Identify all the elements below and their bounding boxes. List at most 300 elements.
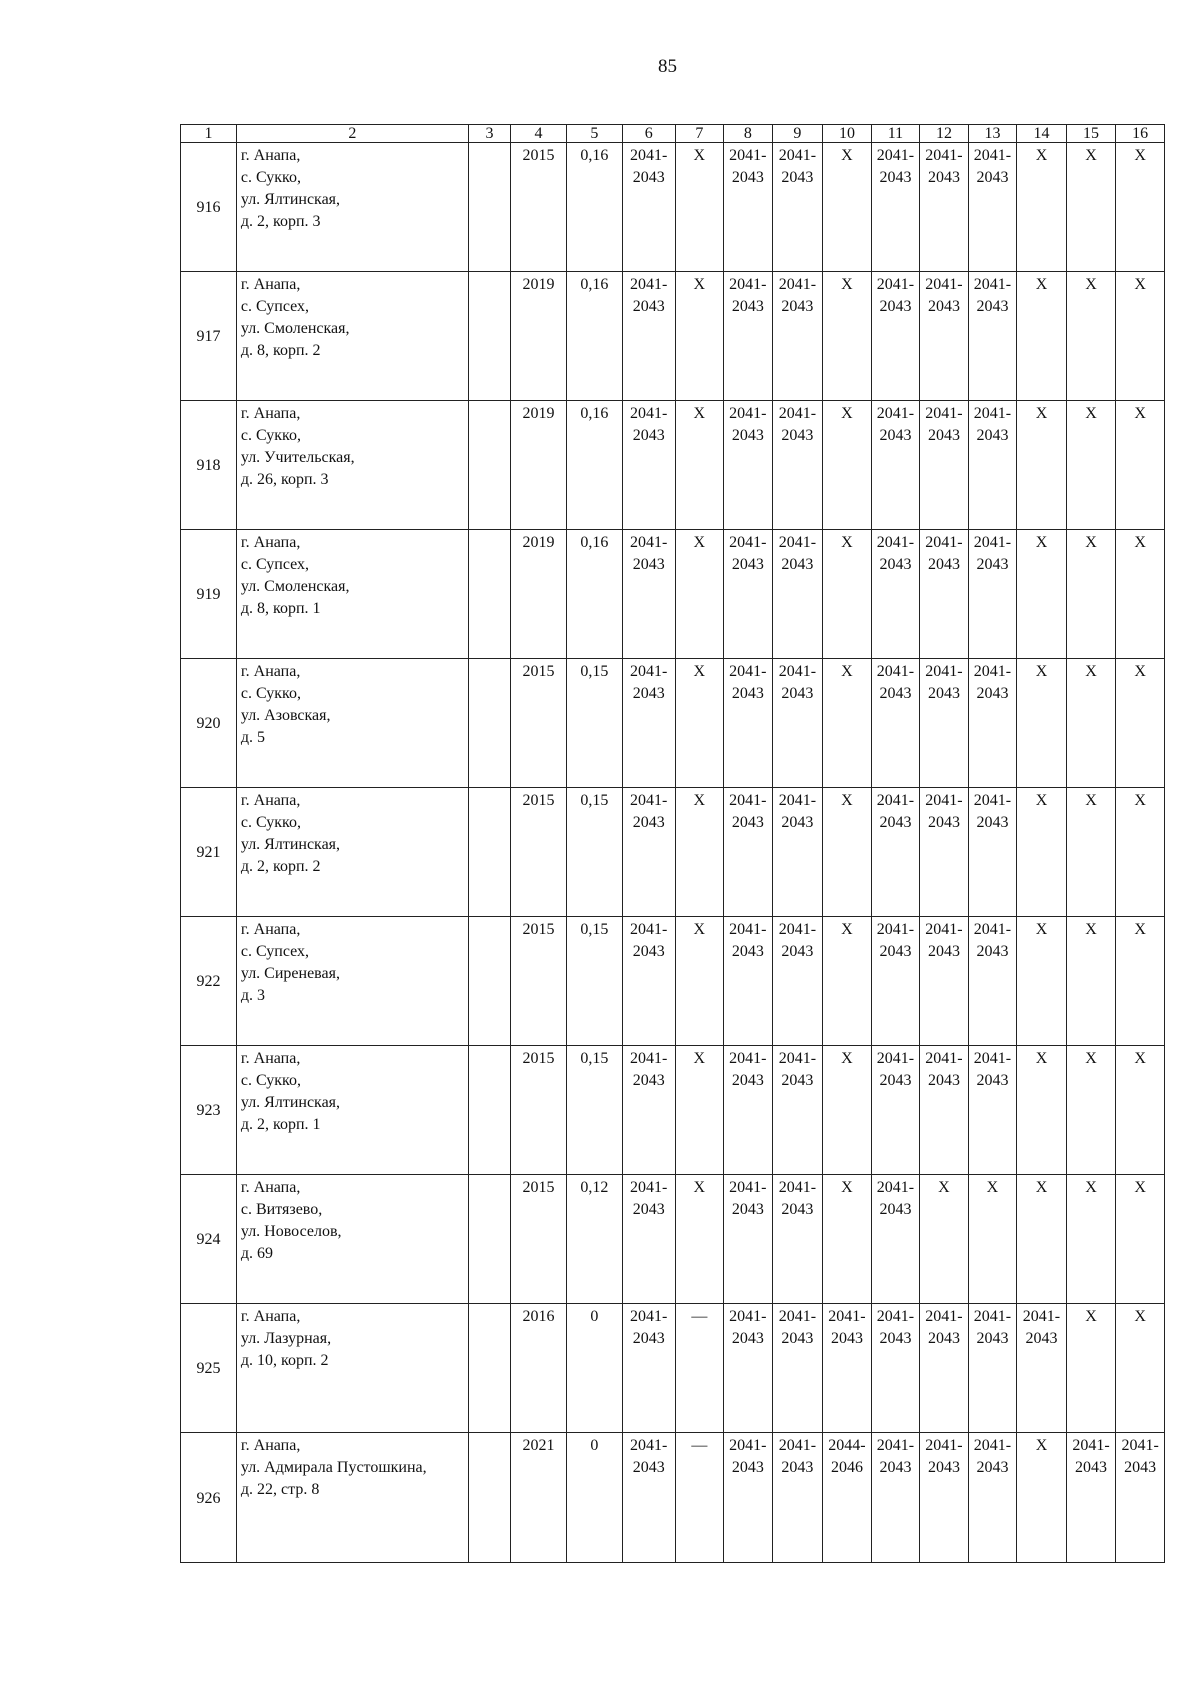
cell-value: 2041- xyxy=(973,276,1012,293)
cell-c13 xyxy=(968,530,1017,659)
cell-c5: 0 xyxy=(566,1433,622,1563)
cell-value: 2043 xyxy=(927,943,960,960)
cell-c6 xyxy=(622,917,675,1046)
cell-value: 2043 xyxy=(879,943,912,960)
cell-c16 xyxy=(1116,1175,1165,1304)
cell-value: 2041- xyxy=(729,1308,767,1325)
cell-c12 xyxy=(920,143,969,272)
cell-c14 xyxy=(1017,530,1067,659)
cell-value: X xyxy=(1134,663,1146,680)
cell-c13 xyxy=(968,1175,1017,1304)
cell-c7 xyxy=(675,530,724,659)
cell-c8 xyxy=(724,401,773,530)
address-cell xyxy=(236,530,468,659)
cell-c5: 0,15 xyxy=(566,917,622,1046)
cell-c15 xyxy=(1066,788,1116,917)
cell-value: 2041- xyxy=(778,663,817,680)
cell-value: 2041- xyxy=(973,405,1012,422)
cell-c11 xyxy=(871,788,920,917)
cell-value: 2041- xyxy=(778,1179,817,1196)
cell-c10 xyxy=(823,272,872,401)
cell-c9 xyxy=(772,1433,823,1563)
address-line: г. Анапа, xyxy=(240,921,301,938)
cell-c14 xyxy=(1017,788,1067,917)
cell-c14 xyxy=(1017,917,1067,1046)
address-line: г. Анапа, xyxy=(240,1179,301,1196)
cell-value: 2043 xyxy=(632,1459,665,1476)
address-line: д. 2, корп. 1 xyxy=(240,1116,321,1133)
address-line: д. 10, корп. 2 xyxy=(240,1352,329,1369)
cell-value: 2041- xyxy=(876,1050,915,1067)
cell-c9 xyxy=(772,659,823,788)
cell-value: X xyxy=(1035,1179,1048,1196)
cell-c9 xyxy=(772,530,823,659)
cell-value: X xyxy=(1085,147,1097,164)
row-number-cell: 920 xyxy=(181,659,237,788)
cell-value: 2043 xyxy=(632,427,665,444)
cell-c12 xyxy=(920,1046,969,1175)
address-line: ул. Ялтинская, xyxy=(240,1094,341,1111)
address-line: ул. Смоленская, xyxy=(240,578,350,595)
cell-value: X xyxy=(841,1050,853,1067)
cell-c10 xyxy=(823,1175,872,1304)
cell-c9 xyxy=(772,401,823,530)
row-number-cell: 925 xyxy=(181,1304,237,1433)
cell-c14 xyxy=(1017,1175,1067,1304)
cell-c3 xyxy=(468,1175,510,1304)
cell-value: X xyxy=(1035,792,1048,809)
cell-value: X xyxy=(693,276,706,293)
cell-value: 2043 xyxy=(731,1072,764,1089)
cell-value: X xyxy=(841,276,853,293)
cell-value: 2043 xyxy=(879,1459,912,1476)
cell-c5: 0,16 xyxy=(566,401,622,530)
cell-value: 2041- xyxy=(630,1179,668,1196)
cell-value: 2041- xyxy=(778,276,817,293)
cell-c15 xyxy=(1066,401,1116,530)
address-line: ул. Ялтинская, xyxy=(240,836,341,853)
address-cell xyxy=(236,917,468,1046)
address-cell xyxy=(236,788,468,917)
row-number-cell: 926 xyxy=(181,1433,237,1563)
cell-value: 2043 xyxy=(731,427,764,444)
cell-c6 xyxy=(622,788,675,917)
page-number: 85 xyxy=(658,56,677,77)
cell-value: 2041- xyxy=(729,276,767,293)
cell-value: 2043 xyxy=(731,298,764,315)
cell-value: 2041- xyxy=(925,663,963,680)
cell-value: 2041- xyxy=(876,663,915,680)
cell-value: 2041- xyxy=(630,276,668,293)
cell-c10 xyxy=(823,530,872,659)
address-cell xyxy=(236,401,468,530)
cell-value: X xyxy=(1085,921,1097,938)
cell-value: X xyxy=(841,921,853,938)
address-line: г. Анапа, xyxy=(240,147,301,164)
cell-value: 2041- xyxy=(778,921,817,938)
table-row xyxy=(181,659,1165,788)
cell-value: 2043 xyxy=(879,814,912,831)
cell-c8 xyxy=(724,1433,773,1563)
cell-value: X xyxy=(1085,663,1097,680)
cell-value: 2041- xyxy=(876,792,915,809)
cell-value: 2041- xyxy=(778,405,817,422)
cell-value: X xyxy=(1134,405,1146,422)
cell-value: 2041- xyxy=(925,534,963,551)
address-line: д. 69 xyxy=(240,1245,274,1262)
cell-c6 xyxy=(622,1304,675,1433)
address-line: ул. Адмирала Пустошкина, xyxy=(240,1459,427,1476)
cell-value: 2043 xyxy=(632,943,665,960)
cell-value: X xyxy=(841,663,853,680)
address-line: д. 8, корп. 2 xyxy=(240,342,321,359)
cell-c12 xyxy=(920,272,969,401)
cell-value: 2041- xyxy=(973,921,1012,938)
row-number-cell: 921 xyxy=(181,788,237,917)
cell-value: 2043 xyxy=(927,685,960,702)
cell-c8 xyxy=(724,272,773,401)
cell-c12 xyxy=(920,1433,969,1563)
cell-c8 xyxy=(724,143,773,272)
cell-value: 2043 xyxy=(731,1330,764,1347)
cell-value: 2041- xyxy=(778,792,817,809)
cell-value: 2043 xyxy=(976,1072,1009,1089)
col-header: 14 xyxy=(1017,125,1067,143)
table-row xyxy=(181,1433,1165,1563)
cell-value: 2043 xyxy=(731,1459,764,1476)
cell-c13 xyxy=(968,1046,1017,1175)
address-line: г. Анапа, xyxy=(240,534,301,551)
cell-value: 2041- xyxy=(973,1050,1012,1067)
cell-c5: 0 xyxy=(566,1304,622,1433)
cell-value: 2043 xyxy=(976,1459,1009,1476)
cell-value: 2041- xyxy=(828,1308,866,1325)
cell-value: 2043 xyxy=(632,1201,665,1218)
cell-c13 xyxy=(968,143,1017,272)
address-line: с. Сукко, xyxy=(240,685,301,702)
cell-value: 2041- xyxy=(630,405,668,422)
cell-c5: 0,15 xyxy=(566,788,622,917)
cell-c12 xyxy=(920,530,969,659)
address-line: ул. Лазурная, xyxy=(240,1330,332,1347)
cell-c13 xyxy=(968,788,1017,917)
cell-value: 2043 xyxy=(781,1459,814,1476)
cell-value: 2041- xyxy=(876,1308,915,1325)
row-number-cell: 919 xyxy=(181,530,237,659)
cell-value: 2043 xyxy=(927,556,960,573)
cell-c11 xyxy=(871,530,920,659)
cell-value: 2043 xyxy=(976,169,1009,186)
cell-value: 2041- xyxy=(876,1437,915,1454)
register-table xyxy=(180,124,1165,1563)
cell-value: X xyxy=(1035,405,1048,422)
cell-value: 2041- xyxy=(630,921,668,938)
cell-c11 xyxy=(871,401,920,530)
col-header: 7 xyxy=(675,125,724,143)
cell-c16 xyxy=(1116,917,1165,1046)
address-line: д. 8, корп. 1 xyxy=(240,600,321,617)
cell-c3 xyxy=(468,1433,510,1563)
cell-value: X xyxy=(693,1050,706,1067)
cell-value: 2043 xyxy=(927,1330,960,1347)
cell-value: X xyxy=(693,1179,706,1196)
table-row xyxy=(181,1304,1165,1433)
cell-c13 xyxy=(968,1304,1017,1433)
cell-c4: 2019 xyxy=(511,530,567,659)
address-line: д. 2, корп. 2 xyxy=(240,858,321,875)
cell-c15 xyxy=(1066,1046,1116,1175)
col-header: 9 xyxy=(772,125,823,143)
cell-value: 2043 xyxy=(781,943,814,960)
cell-c6 xyxy=(622,143,675,272)
cell-value: 2043 xyxy=(781,427,814,444)
cell-c3 xyxy=(468,1304,510,1433)
address-line: д. 2, корп. 3 xyxy=(240,213,321,230)
cell-c16 xyxy=(1116,143,1165,272)
cell-value: 2043 xyxy=(927,298,960,315)
cell-c8 xyxy=(724,917,773,1046)
col-header: 6 xyxy=(622,125,675,143)
cell-c9 xyxy=(772,272,823,401)
cell-value: X xyxy=(1085,1308,1097,1325)
cell-c16 xyxy=(1116,1433,1165,1563)
cell-value: 2041- xyxy=(778,534,817,551)
table-row xyxy=(181,917,1165,1046)
cell-c4: 2015 xyxy=(511,143,567,272)
cell-value: 2041- xyxy=(630,1437,668,1454)
cell-value: 2041- xyxy=(1072,1437,1110,1454)
cell-value: X xyxy=(1134,1050,1146,1067)
cell-value: X xyxy=(1085,276,1097,293)
cell-c5: 0,12 xyxy=(566,1175,622,1304)
cell-value: 2043 xyxy=(879,685,912,702)
cell-c5: 0,15 xyxy=(566,659,622,788)
cell-value: X xyxy=(693,405,706,422)
cell-c7 xyxy=(675,917,724,1046)
cell-value: 2043 xyxy=(781,814,814,831)
row-number-cell: 922 xyxy=(181,917,237,1046)
address-line: д. 22, стр. 8 xyxy=(240,1481,320,1498)
cell-value: 2043 xyxy=(632,1330,665,1347)
cell-value: 2041- xyxy=(729,405,767,422)
cell-value: 2041- xyxy=(729,1437,767,1454)
cell-value: X xyxy=(1134,147,1146,164)
cell-value: X xyxy=(1085,1179,1097,1196)
cell-c12 xyxy=(920,1175,969,1304)
table-row xyxy=(181,530,1165,659)
cell-c9 xyxy=(772,143,823,272)
cell-value: X xyxy=(841,147,853,164)
cell-c10 xyxy=(823,1304,872,1433)
cell-value: 2043 xyxy=(731,1201,764,1218)
address-line: с. Супсех, xyxy=(240,298,310,315)
cell-c13 xyxy=(968,659,1017,788)
cell-value: 2041- xyxy=(973,663,1012,680)
cell-c8 xyxy=(724,1046,773,1175)
cell-value: 2043 xyxy=(879,1201,912,1218)
row-number-cell: 924 xyxy=(181,1175,237,1304)
address-line: г. Анапа, xyxy=(240,1308,301,1325)
cell-value: X xyxy=(1134,276,1146,293)
cell-c8 xyxy=(724,1175,773,1304)
cell-value: 2043 xyxy=(731,685,764,702)
cell-value: 2043 xyxy=(879,427,912,444)
address-line: ул. Учительская, xyxy=(240,449,355,466)
cell-value: 2044- xyxy=(828,1437,866,1454)
cell-value: 2041- xyxy=(925,276,963,293)
cell-c9 xyxy=(772,1046,823,1175)
cell-value: 2043 xyxy=(781,685,814,702)
row-number-cell: 918 xyxy=(181,401,237,530)
cell-c8 xyxy=(724,530,773,659)
cell-value: 2041- xyxy=(778,147,817,164)
cell-value: 2041- xyxy=(778,1050,817,1067)
cell-c5: 0,16 xyxy=(566,272,622,401)
address-line: с. Сукко, xyxy=(240,427,301,444)
cell-value: 2041- xyxy=(925,147,963,164)
address-cell xyxy=(236,1304,468,1433)
cell-value: 2043 xyxy=(1075,1459,1108,1476)
cell-c15 xyxy=(1066,272,1116,401)
cell-value: X xyxy=(1035,147,1048,164)
cell-value: 2041- xyxy=(876,921,915,938)
cell-value: X xyxy=(1035,276,1048,293)
address-line: г. Анапа, xyxy=(240,1050,301,1067)
cell-value: X xyxy=(841,405,853,422)
cell-value: 2041- xyxy=(973,147,1012,164)
cell-value: X xyxy=(1134,534,1146,551)
cell-value: 2041- xyxy=(630,663,668,680)
cell-c6 xyxy=(622,272,675,401)
col-header: 2 xyxy=(236,125,468,143)
address-cell xyxy=(236,1433,468,1563)
cell-c12 xyxy=(920,659,969,788)
cell-c4: 2015 xyxy=(511,1046,567,1175)
header-row xyxy=(181,125,1165,143)
cell-value: 2041- xyxy=(729,1050,767,1067)
cell-value: 2043 xyxy=(976,1330,1009,1347)
cell-c14 xyxy=(1017,1433,1067,1563)
address-line: г. Анапа, xyxy=(240,663,301,680)
cell-value: X xyxy=(693,663,706,680)
cell-c3 xyxy=(468,917,510,1046)
cell-value: 2041- xyxy=(778,1437,817,1454)
address-line: ул. Ялтинская, xyxy=(240,191,341,208)
cell-value: 2041- xyxy=(729,534,767,551)
cell-value: 2043 xyxy=(632,556,665,573)
cell-value: 2043 xyxy=(781,1201,814,1218)
address-line: г. Анапа, xyxy=(240,792,301,809)
cell-c6 xyxy=(622,1175,675,1304)
cell-c12 xyxy=(920,401,969,530)
cell-c14 xyxy=(1017,401,1067,530)
cell-value: 2043 xyxy=(976,685,1009,702)
cell-c11 xyxy=(871,1433,920,1563)
cell-value: 2043 xyxy=(731,814,764,831)
col-header: 8 xyxy=(724,125,773,143)
cell-c7 xyxy=(675,788,724,917)
cell-c7 xyxy=(675,659,724,788)
cell-c14 xyxy=(1017,143,1067,272)
cell-value: 2041- xyxy=(973,792,1012,809)
col-header: 10 xyxy=(823,125,872,143)
cell-value: 2043 xyxy=(632,169,665,186)
address-line: ул. Азовская, xyxy=(240,707,331,724)
table-row xyxy=(181,1175,1165,1304)
address-line: с. Супсех, xyxy=(240,556,310,573)
cell-value: 2043 xyxy=(632,298,665,315)
cell-value: X xyxy=(693,147,706,164)
cell-value: 2043 xyxy=(1025,1330,1058,1347)
table-row xyxy=(181,143,1165,272)
col-header: 12 xyxy=(920,125,969,143)
cell-c13 xyxy=(968,917,1017,1046)
cell-c9 xyxy=(772,1175,823,1304)
table-row xyxy=(181,1046,1165,1175)
cell-c6 xyxy=(622,401,675,530)
address-line: д. 26, корп. 3 xyxy=(240,471,329,488)
cell-value: X xyxy=(693,921,706,938)
cell-c11 xyxy=(871,143,920,272)
cell-c10 xyxy=(823,143,872,272)
cell-value: X xyxy=(1085,1050,1097,1067)
table-row xyxy=(181,788,1165,917)
cell-value: X xyxy=(1134,921,1146,938)
address-line: ул. Новоселов, xyxy=(240,1223,342,1240)
cell-value: 2041- xyxy=(630,147,668,164)
cell-value: 2041- xyxy=(925,405,963,422)
cell-c10 xyxy=(823,917,872,1046)
cell-c3 xyxy=(468,530,510,659)
cell-value: 2043 xyxy=(632,814,665,831)
col-header: 16 xyxy=(1116,125,1165,143)
cell-value: X xyxy=(1035,921,1048,938)
cell-c9 xyxy=(772,917,823,1046)
cell-c10 xyxy=(823,1433,872,1563)
cell-c16 xyxy=(1116,530,1165,659)
col-header: 3 xyxy=(468,125,510,143)
cell-value: X xyxy=(1085,792,1097,809)
cell-value: X xyxy=(1035,1437,1048,1454)
cell-value: 2043 xyxy=(731,943,764,960)
cell-value: — xyxy=(691,1437,708,1454)
cell-value: 2043 xyxy=(927,1459,960,1476)
cell-value: 2041- xyxy=(973,534,1012,551)
cell-value: 2046 xyxy=(830,1459,863,1476)
cell-value: 2041- xyxy=(925,1308,963,1325)
col-header: 1 xyxy=(181,125,237,143)
cell-value: 2043 xyxy=(976,943,1009,960)
cell-c5: 0,15 xyxy=(566,1046,622,1175)
cell-c12 xyxy=(920,788,969,917)
cell-value: 2041- xyxy=(630,792,668,809)
cell-value: 2043 xyxy=(927,1072,960,1089)
col-header: 11 xyxy=(871,125,920,143)
cell-c4: 2019 xyxy=(511,272,567,401)
cell-c11 xyxy=(871,272,920,401)
cell-value: 2043 xyxy=(927,169,960,186)
cell-value: 2043 xyxy=(731,556,764,573)
cell-c7 xyxy=(675,1304,724,1433)
cell-c5: 0,16 xyxy=(566,143,622,272)
row-number-cell: 916 xyxy=(181,143,237,272)
cell-c11 xyxy=(871,1304,920,1433)
cell-value: X xyxy=(1134,792,1146,809)
cell-c10 xyxy=(823,788,872,917)
col-header: 15 xyxy=(1066,125,1116,143)
cell-value: X xyxy=(841,534,853,551)
cell-value: 2043 xyxy=(976,556,1009,573)
